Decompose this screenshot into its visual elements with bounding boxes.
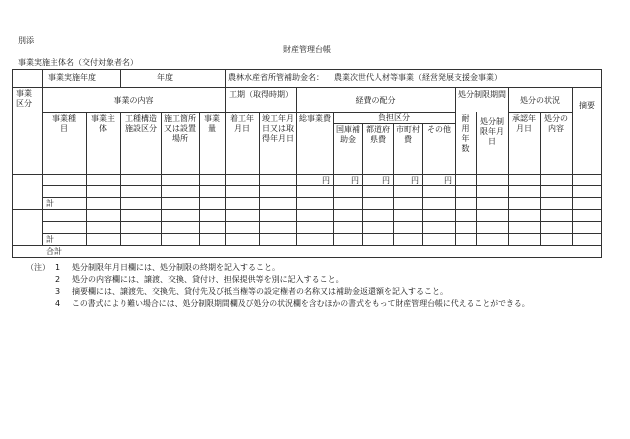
grid-line [12, 87, 602, 88]
grid-line [12, 69, 602, 70]
note-text: 摘要欄には、譲渡先、交換先、貸付先及び抵当権等の設定権者の名称又は補助金返還額を記入すること。 [72, 287, 448, 296]
grand-total-label: 合計 [46, 247, 62, 256]
header-structure: 工種構造施設区分 [125, 114, 157, 133]
header-burden-group: 負担区分 [378, 113, 410, 122]
header-disposal-group: 処分の状況 [520, 96, 560, 105]
header-prefecture: 都道府県費 [366, 125, 390, 144]
header-completion: 竣工年月日又は取得年月日 [262, 114, 294, 143]
grid-line [259, 112, 260, 245]
grid-line [12, 209, 602, 210]
header-approval: 承認年月日 [512, 114, 536, 133]
header-agent: 事業主体 [91, 114, 115, 133]
grid-line [455, 87, 456, 245]
header-quantity: 事業量 [204, 114, 220, 133]
subtotal-label: 計 [46, 199, 54, 208]
grid-line [199, 112, 200, 245]
subtotal-label: 計 [46, 235, 54, 244]
header-location: 施工箇所又は設置場所 [164, 114, 196, 143]
grid-line [333, 112, 334, 245]
header-other: その他 [427, 125, 451, 134]
grid-line [508, 87, 509, 245]
grid-line [42, 221, 602, 222]
header-municipal: 市町村費 [396, 125, 420, 144]
notes-prefix: （注） [26, 263, 50, 272]
grid-line [362, 123, 363, 245]
grid-line [422, 123, 423, 245]
subsidy-label: 農林水産省所管補助金名： [228, 73, 324, 82]
yen-other: 円 [444, 176, 452, 185]
grid-line [161, 112, 162, 245]
grid-line [42, 233, 602, 234]
header-restriction-group: 処分制限期間 [458, 90, 506, 99]
grid-line [42, 197, 602, 198]
grid-line [601, 69, 602, 257]
entity-label: 事業実施主体名（交付対象者名） [18, 58, 138, 67]
grid-line [12, 245, 602, 246]
yen-municipal: 円 [411, 176, 419, 185]
grid-line [12, 257, 602, 258]
header-start: 着工年月日 [230, 114, 254, 133]
note-text: この書式により難い場合には、処分制限期間欄及び処分の状況欄を含むほかの書式をもって財産管理台帳に代えることができる。 [72, 299, 530, 308]
grid-line [225, 69, 226, 87]
header-total: 総事業費 [299, 114, 331, 123]
grid-line [225, 87, 226, 245]
note-number: 2 [55, 275, 61, 284]
subsidy-value: 農業次世代人材等事業（経営発展支援金事業） [334, 73, 502, 82]
header-restriction-date: 処分制限年月日 [480, 117, 504, 146]
yen-prefecture: 円 [382, 176, 390, 185]
grid-line [120, 112, 121, 245]
document-title: 財産管理台帳 [283, 45, 331, 54]
note-text: 処分制限年月日欄には、処分制限の終期を記入すること。 [72, 263, 280, 272]
grid-line [333, 123, 455, 124]
yen-total: 円 [322, 176, 330, 185]
header-national: 国庫補助金 [336, 125, 360, 144]
header-type: 事業種目 [52, 114, 76, 133]
note-number: 3 [55, 287, 61, 296]
grid-line [86, 112, 87, 245]
header-remarks: 摘要 [579, 101, 595, 110]
yen-national: 円 [351, 176, 359, 185]
header-period-group: 工期（取得時期） [229, 90, 293, 99]
year-value: 年度 [157, 73, 173, 82]
header-category: 事業区分 [16, 89, 32, 108]
grid-line [296, 87, 297, 245]
header-content-group: 事業の内容 [113, 96, 154, 105]
grid-line [476, 112, 477, 245]
note-number: 4 [55, 299, 61, 308]
grid-line [540, 112, 541, 245]
header-disposal-content: 処分の内容 [544, 114, 568, 133]
year-label: 事業実施年度 [48, 73, 96, 82]
header-cost-group: 経費の配分 [355, 96, 396, 105]
grid-line [393, 123, 394, 245]
grid-line [120, 69, 121, 87]
grid-line [12, 174, 602, 175]
header-durable: 耐用年数 [461, 114, 470, 153]
note-number: 1 [55, 263, 61, 272]
note-text: 処分の内容欄には、譲渡、交換、貸付け、担保提供等を別に記入すること。 [72, 275, 344, 284]
attachment-label: 別添 [18, 36, 34, 45]
